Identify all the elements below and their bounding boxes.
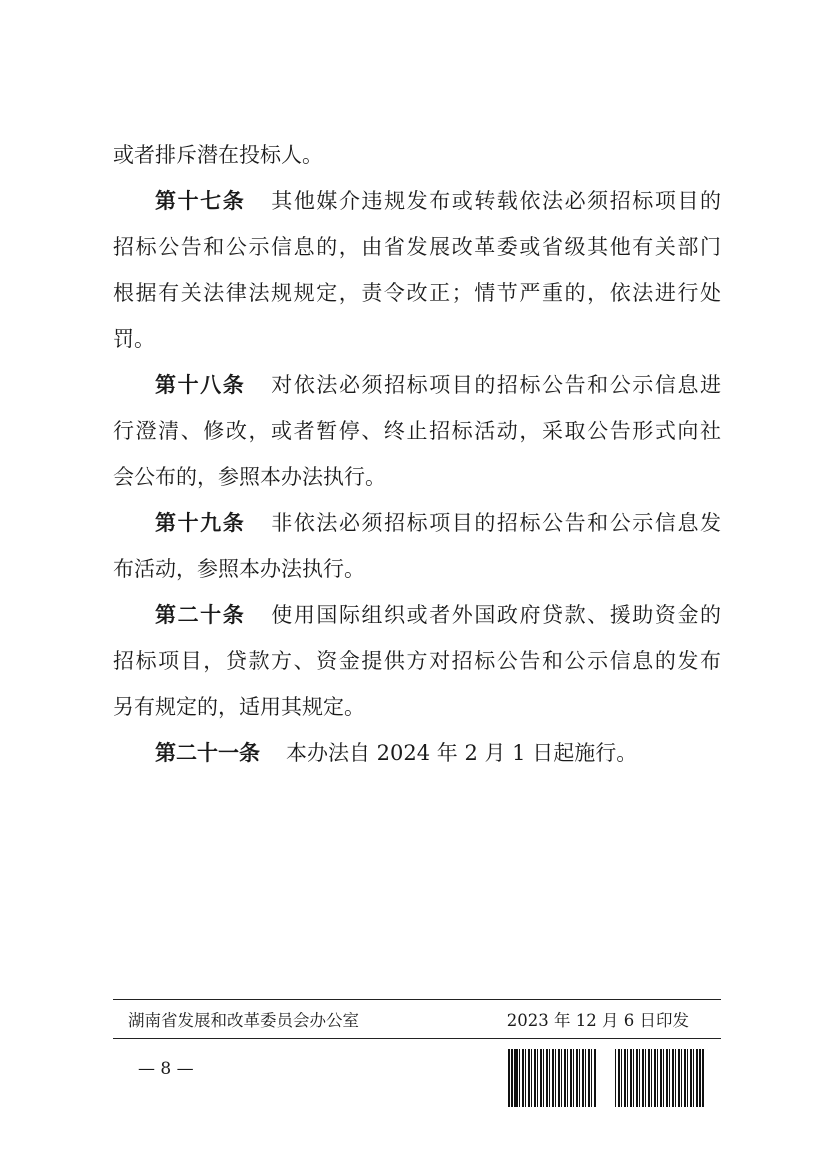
article-20-line: 第二十条 使用国际组织或者外国政府贷款、援助资金的 [155, 603, 721, 627]
text-line: 另有规定的，适用其规定。 [113, 695, 365, 719]
article-heading: 第二十一条 [155, 741, 260, 765]
text-line: 招标项目，贷款方、资金提供方对招标公告和公示信息的发布 [113, 649, 721, 673]
text-line: 或者排斥潜在投标人。 [113, 143, 323, 167]
text-line: 招标公告和公示信息的，由省发展改革委或省级其他有关部门 [113, 235, 721, 259]
article-heading: 第二十条 [155, 603, 246, 627]
text-line: 行澄清、修改，或者暂停、终止招标活动，采取公告形式向社 [113, 419, 721, 443]
article-21-line: 第二十一条 本办法自 2024 年 2 月 1 日起施行。 [155, 741, 638, 765]
article-19-line: 第十九条 非依法必须招标项目的招标公告和公示信息发 [155, 511, 721, 535]
footer-bottom-rule [113, 1038, 721, 1039]
text-line: 布活动，参照本办法执行。 [113, 557, 365, 581]
document-body [113, 132, 721, 776]
barcode-image [508, 1049, 704, 1107]
page-number: — 8 — [138, 1059, 194, 1079]
issue-date: 2023 年 12 月 6 日印发 [506, 1011, 689, 1030]
article-heading: 第十九条 [155, 511, 246, 535]
article-heading: 第十八条 [155, 373, 246, 397]
text-line: 根据有关法律法规规定，责令改正；情节严重的，依法进行处 [113, 281, 721, 305]
article-17-line: 第十七条 其他媒介违规发布或转载依法必须招标项目的 [155, 189, 721, 213]
text-line: 罚。 [113, 327, 155, 351]
article-heading: 第十七条 [155, 189, 246, 213]
footer-top-rule [113, 999, 721, 1000]
article-18-line: 第十八条 对依法必须招标项目的招标公告和公示信息进 [155, 373, 721, 397]
text-line: 会公布的，参照本办法执行。 [113, 465, 386, 489]
issuer-name: 湖南省发展和改革委员会办公室 [128, 1011, 359, 1030]
footer-issuance [113, 1009, 721, 1033]
